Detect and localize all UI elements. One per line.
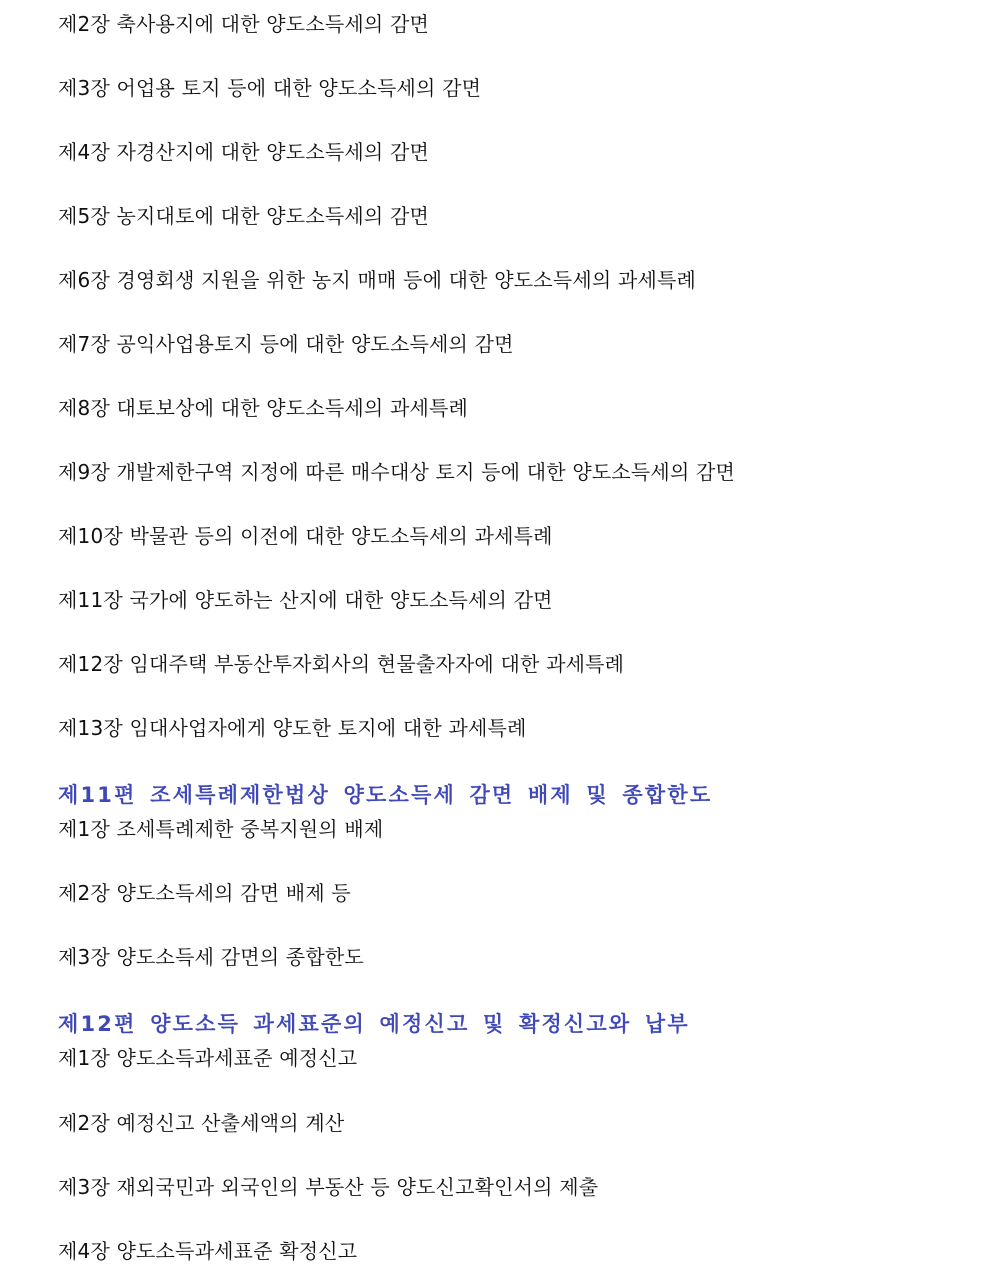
- chapter-item: 제1장 조세특례제한 중복지원의 배제: [58, 817, 384, 841]
- chapter-item: 제11장 국가에 양도하는 산지에 대한 양도소득세의 감면: [58, 588, 553, 612]
- chapter-item: 제6장 경영회생 지원을 위한 농지 매매 등에 대한 양도소득세의 과세특례: [58, 268, 697, 292]
- chapter-item: 제4장 양도소득과세표준 확정신고: [58, 1239, 358, 1263]
- part-heading: 제11편 조세특례제한법상 양도소득세 감면 배제 및 종합한도: [58, 783, 713, 807]
- chapter-item: 제1장 양도소득과세표준 예정신고: [58, 1046, 358, 1070]
- chapter-item: 제7장 공익사업용토지 등에 대한 양도소득세의 감면: [58, 332, 514, 356]
- chapter-item: 제2장 축사용지에 대한 양도소득세의 감면: [58, 12, 429, 36]
- chapter-item: 제9장 개발제한구역 지정에 따른 매수대상 토지 등에 대한 양도소득세의 감면: [58, 460, 736, 484]
- chapter-item: 제8장 대토보상에 대한 양도소득세의 과세특례: [58, 396, 469, 420]
- chapter-item: 제2장 예정신고 산출세액의 계산: [58, 1111, 345, 1135]
- chapter-item: 제3장 재외국민과 외국인의 부동산 등 양도신고확인서의 제출: [58, 1175, 599, 1199]
- chapter-item: 제13장 임대사업자에게 양도한 토지에 대한 과세특례: [58, 716, 527, 740]
- chapter-item: 제5장 농지대토에 대한 양도소득세의 감면: [58, 204, 429, 228]
- chapter-item: 제10장 박물관 등의 이전에 대한 양도소득세의 과세특례: [58, 524, 553, 548]
- chapter-item: 제3장 양도소득세 감면의 종합한도: [58, 945, 364, 969]
- chapter-item: 제4장 자경산지에 대한 양도소득세의 감면: [58, 140, 429, 164]
- chapter-item: 제2장 양도소득세의 감면 배제 등: [58, 881, 351, 905]
- part-heading: 제12편 양도소득 과세표준의 예정신고 및 확정신고와 납부: [58, 1012, 690, 1036]
- chapter-item: 제3장 어업용 토지 등에 대한 양도소득세의 감면: [58, 76, 482, 100]
- chapter-item: 제12장 임대주택 부동산투자회사의 현물출자자에 대한 과세특례: [58, 652, 625, 676]
